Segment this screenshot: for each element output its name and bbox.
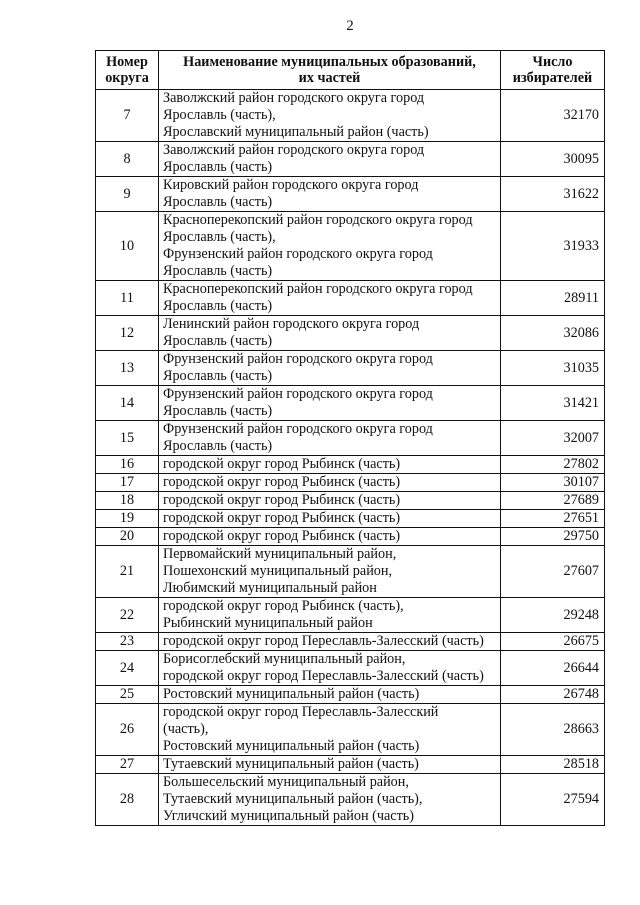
municipality-name bbox=[159, 474, 501, 492]
district-number: 15 bbox=[96, 421, 159, 456]
table-row bbox=[96, 598, 605, 633]
municipality-name-line: городской округ город Рыбинск (часть) bbox=[163, 474, 401, 490]
municipality-name-line: Фрунзенский район городского округа город bbox=[163, 421, 433, 437]
municipality-name-line: Заволжский район городского округа город bbox=[163, 90, 425, 106]
municipality-name-line: Ярославль (часть) bbox=[163, 194, 273, 210]
municipality-name-line: Борисоглебский муниципальный район, bbox=[163, 651, 406, 667]
municipality-name-line: Фрунзенский район городского округа город bbox=[163, 386, 433, 402]
district-number: 20 bbox=[96, 528, 159, 546]
municipality-name-line: городской округ город Рыбинск (часть) bbox=[163, 456, 401, 472]
district-number: 12 bbox=[96, 316, 159, 351]
municipality-name bbox=[159, 704, 501, 756]
table-row bbox=[96, 686, 605, 704]
district-number: 25 bbox=[96, 686, 159, 704]
district-number: 27 bbox=[96, 756, 159, 774]
voters-count: 27802 bbox=[501, 456, 605, 474]
municipality-name bbox=[159, 492, 501, 510]
voters-count: 31421 bbox=[501, 386, 605, 421]
municipality-name-line: Фрунзенский район городского округа город bbox=[163, 246, 433, 262]
voters-count: 32007 bbox=[501, 421, 605, 456]
district-number: 23 bbox=[96, 633, 159, 651]
municipality-name-line: городской округ город Переславль-Залесский (часть) bbox=[163, 668, 484, 684]
district-number: 17 bbox=[96, 474, 159, 492]
district-number: 16 bbox=[96, 456, 159, 474]
district-number: 18 bbox=[96, 492, 159, 510]
district-number: 21 bbox=[96, 546, 159, 598]
municipality-name bbox=[159, 177, 501, 212]
table-row bbox=[96, 90, 605, 142]
table-row bbox=[96, 510, 605, 528]
voters-count: 30107 bbox=[501, 474, 605, 492]
municipality-name-line: Ярославль (часть), bbox=[163, 107, 276, 123]
municipality-name bbox=[159, 651, 501, 686]
district-number: 19 bbox=[96, 510, 159, 528]
municipality-name-line: Ленинский район городского округа город bbox=[163, 316, 420, 332]
table-row bbox=[96, 212, 605, 281]
district-number: 28 bbox=[96, 774, 159, 826]
district-number: 14 bbox=[96, 386, 159, 421]
voters-count: 27594 bbox=[501, 774, 605, 826]
table-body bbox=[96, 90, 605, 826]
municipality-name bbox=[159, 598, 501, 633]
municipality-name bbox=[159, 686, 501, 704]
district-number: 26 bbox=[96, 704, 159, 756]
voters-count: 26644 bbox=[501, 651, 605, 686]
voters-count: 32086 bbox=[501, 316, 605, 351]
municipality-name-line: Ярославль (часть) bbox=[163, 298, 273, 314]
voters-count: 29248 bbox=[501, 598, 605, 633]
table-row bbox=[96, 492, 605, 510]
municipality-name-line: Тутаевский муниципальный район (часть), bbox=[163, 791, 423, 807]
district-number: 22 bbox=[96, 598, 159, 633]
municipality-name-line: Ярославль (часть) bbox=[163, 368, 273, 384]
municipality-name bbox=[159, 212, 501, 281]
districts-table bbox=[95, 50, 605, 826]
municipality-name bbox=[159, 351, 501, 386]
municipality-name-line: Ярославль (часть) bbox=[163, 333, 273, 349]
municipality-name bbox=[159, 546, 501, 598]
table-row bbox=[96, 774, 605, 826]
municipality-name-line: Пошехонский муниципальный район, bbox=[163, 563, 393, 579]
municipality-name bbox=[159, 281, 501, 316]
municipality-name-line: Ростовский муниципальный район (часть) bbox=[163, 738, 420, 754]
municipality-name bbox=[159, 142, 501, 177]
table-row bbox=[96, 281, 605, 316]
municipality-name bbox=[159, 510, 501, 528]
table-row bbox=[96, 386, 605, 421]
voters-count: 32170 bbox=[501, 90, 605, 142]
municipality-name bbox=[159, 633, 501, 651]
municipality-name-line: Ярославский муниципальный район (часть) bbox=[163, 124, 429, 140]
municipality-name-line: Ростовский муниципальный район (часть) bbox=[163, 686, 420, 702]
table-row bbox=[96, 756, 605, 774]
district-number: 8 bbox=[96, 142, 159, 177]
municipality-name-line: Ярославль (часть) bbox=[163, 438, 273, 454]
table-row bbox=[96, 316, 605, 351]
municipality-name bbox=[159, 316, 501, 351]
voters-count: 29750 bbox=[501, 528, 605, 546]
voters-count: 27689 bbox=[501, 492, 605, 510]
municipality-name-line: Любимский муниципальный район bbox=[163, 580, 377, 596]
table-row bbox=[96, 651, 605, 686]
voters-count: 31035 bbox=[501, 351, 605, 386]
district-number: 11 bbox=[96, 281, 159, 316]
municipality-name-line: Первомайский муниципальный район, bbox=[163, 546, 397, 562]
municipality-name-line: Ярославль (часть) bbox=[163, 263, 273, 279]
municipality-name bbox=[159, 756, 501, 774]
municipality-name-line: городской округ город Переславль-Залесский (часть) bbox=[163, 633, 484, 649]
table-row bbox=[96, 704, 605, 756]
table-row bbox=[96, 528, 605, 546]
municipality-name-line: Тутаевский муниципальный район (часть) bbox=[163, 756, 419, 772]
header-district-number: Номер округа bbox=[96, 51, 159, 90]
district-number: 9 bbox=[96, 177, 159, 212]
municipality-name-line: Заволжский район городского округа город bbox=[163, 142, 425, 158]
table-header-row bbox=[96, 51, 605, 90]
header-voters-count: Число избирателей bbox=[501, 51, 605, 90]
table-row bbox=[96, 456, 605, 474]
table-row bbox=[96, 421, 605, 456]
municipality-name-line: городской округ город Рыбинск (часть) bbox=[163, 528, 401, 544]
municipality-name-line: Кировский район городского округа город bbox=[163, 177, 419, 193]
voters-count: 27651 bbox=[501, 510, 605, 528]
table-row bbox=[96, 351, 605, 386]
table-row bbox=[96, 474, 605, 492]
district-number: 10 bbox=[96, 212, 159, 281]
municipality-name-line: Ярославль (часть) bbox=[163, 159, 273, 175]
header-municipality-name: Наименование муниципальных образований, их частей bbox=[159, 51, 501, 90]
voters-count: 31933 bbox=[501, 212, 605, 281]
municipality-name-line: Угличский муниципальный район (часть) bbox=[163, 808, 414, 824]
municipality-name-line: Большесельский муниципальный район, bbox=[163, 774, 409, 790]
municipality-name-line: Ярославль (часть) bbox=[163, 403, 273, 419]
voters-count: 28911 bbox=[501, 281, 605, 316]
municipality-name-line: городской округ город Рыбинск (часть) bbox=[163, 510, 401, 526]
table-row bbox=[96, 633, 605, 651]
table-row bbox=[96, 142, 605, 177]
voters-count: 31622 bbox=[501, 177, 605, 212]
municipality-name bbox=[159, 386, 501, 421]
municipality-name-line: Ярославль (часть), bbox=[163, 229, 276, 245]
voters-count: 27607 bbox=[501, 546, 605, 598]
voters-count: 28518 bbox=[501, 756, 605, 774]
voters-count: 26748 bbox=[501, 686, 605, 704]
municipality-name-line: Рыбинский муниципальный район bbox=[163, 615, 373, 631]
municipality-name-line: городской округ город Переславль-Залесский bbox=[163, 704, 439, 720]
municipality-name-line: (часть), bbox=[163, 721, 209, 737]
table-row bbox=[96, 177, 605, 212]
voters-count: 30095 bbox=[501, 142, 605, 177]
page-number: 2 bbox=[346, 18, 354, 34]
district-number: 24 bbox=[96, 651, 159, 686]
municipality-name-line: городской округ город Рыбинск (часть), bbox=[163, 598, 404, 614]
district-number: 13 bbox=[96, 351, 159, 386]
municipality-name-line: городской округ город Рыбинск (часть) bbox=[163, 492, 401, 508]
district-number: 7 bbox=[96, 90, 159, 142]
municipality-name bbox=[159, 90, 501, 142]
municipality-name bbox=[159, 528, 501, 546]
municipality-name-line: Красноперекопский район городского округа город bbox=[163, 212, 473, 228]
table-row bbox=[96, 546, 605, 598]
municipality-name bbox=[159, 456, 501, 474]
voters-count: 28663 bbox=[501, 704, 605, 756]
municipality-name-line: Красноперекопский район городского округа город bbox=[163, 281, 473, 297]
municipality-name-line: Фрунзенский район городского округа город bbox=[163, 351, 433, 367]
municipality-name bbox=[159, 774, 501, 826]
voters-count: 26675 bbox=[501, 633, 605, 651]
municipality-name bbox=[159, 421, 501, 456]
